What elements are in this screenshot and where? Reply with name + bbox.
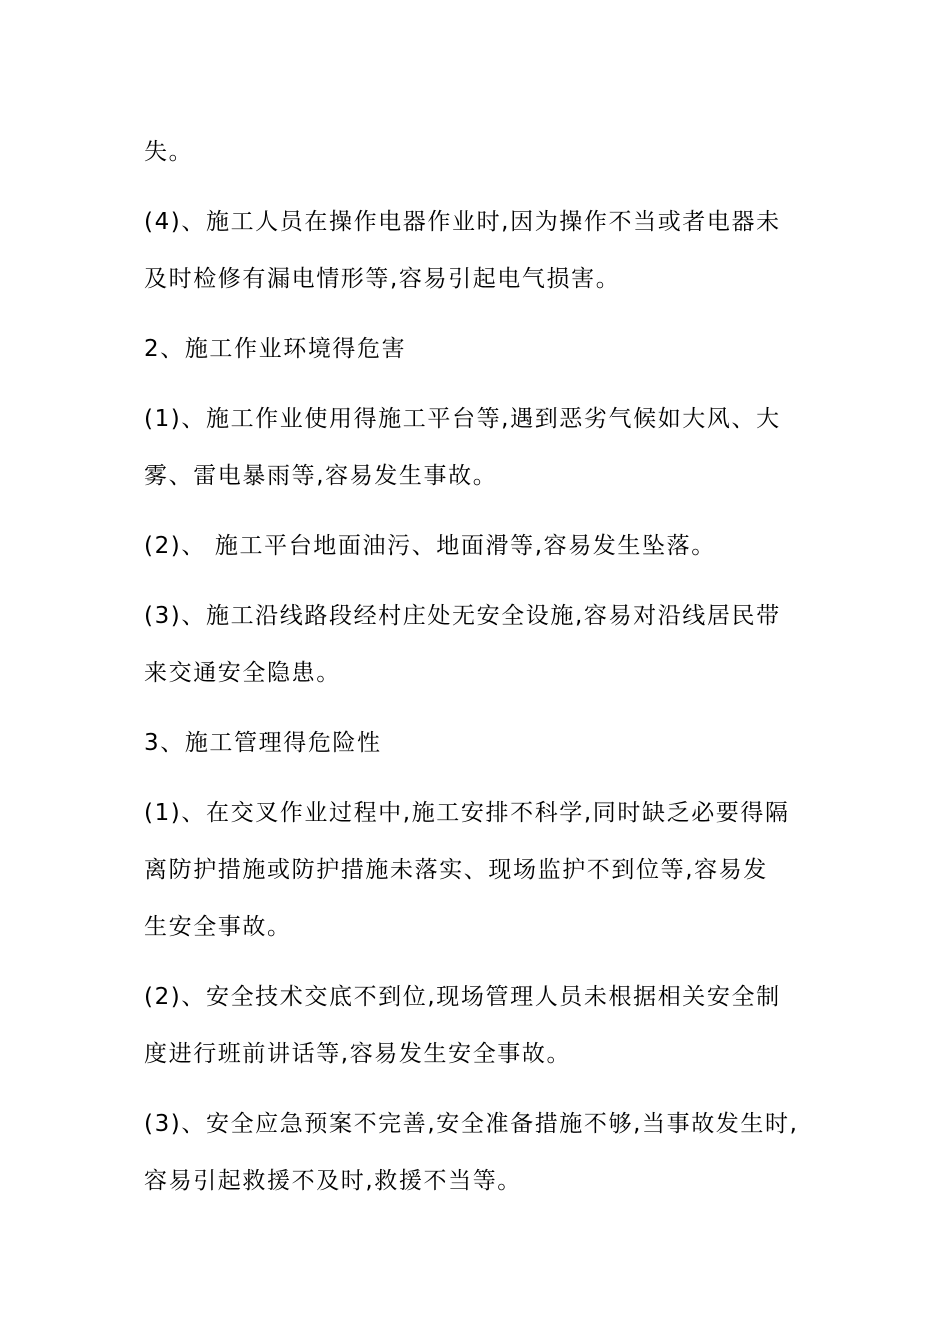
- text-line-1: 失。: [144, 139, 194, 165]
- text-line-15: 度进行班前讲话等,容易发生安全事故。: [144, 1041, 572, 1067]
- text-line-2: (4)、施工人员在操作电器作业时,因为操作不当或者电器未: [144, 209, 781, 235]
- text-line-7: (2)、 施工平台地面油污、地面滑等,容易发生坠落。: [144, 533, 716, 559]
- text-line-11: (1)、在交叉作业过程中,施工安排不科学,同时缺乏必要得隔: [144, 800, 790, 826]
- text-line-3: 及时检修有漏电情形等,容易引起电气损害。: [144, 266, 621, 292]
- text-line-13: 生安全事故。: [144, 914, 292, 940]
- text-line-9: 来交通安全隐患。: [144, 660, 341, 686]
- text-line-12: 离防护措施或防护措施未落实、现场监护不到位等,容易发: [144, 857, 768, 883]
- section-heading-3: 3、施工管理得危险性: [144, 730, 382, 756]
- text-line-16: (3)、安全应急预案不完善,安全准备措施不够,当事故发生时,: [144, 1111, 799, 1137]
- text-line-6: 雾、雷电暴雨等,容易发生事故。: [144, 463, 498, 489]
- section-heading-2: 2、施工作业环境得危害: [144, 336, 407, 362]
- text-line-17: 容易引起救援不及时,救援不当等。: [144, 1168, 522, 1194]
- text-line-5: (1)、施工作业使用得施工平台等,遇到恶劣气候如大风、大: [144, 406, 781, 432]
- text-line-8: (3)、施工沿线路段经村庄处无安全设施,容易对沿线居民带: [144, 603, 781, 629]
- text-line-14: (2)、安全技术交底不到位,现场管理人员未根据相关安全制: [144, 984, 781, 1010]
